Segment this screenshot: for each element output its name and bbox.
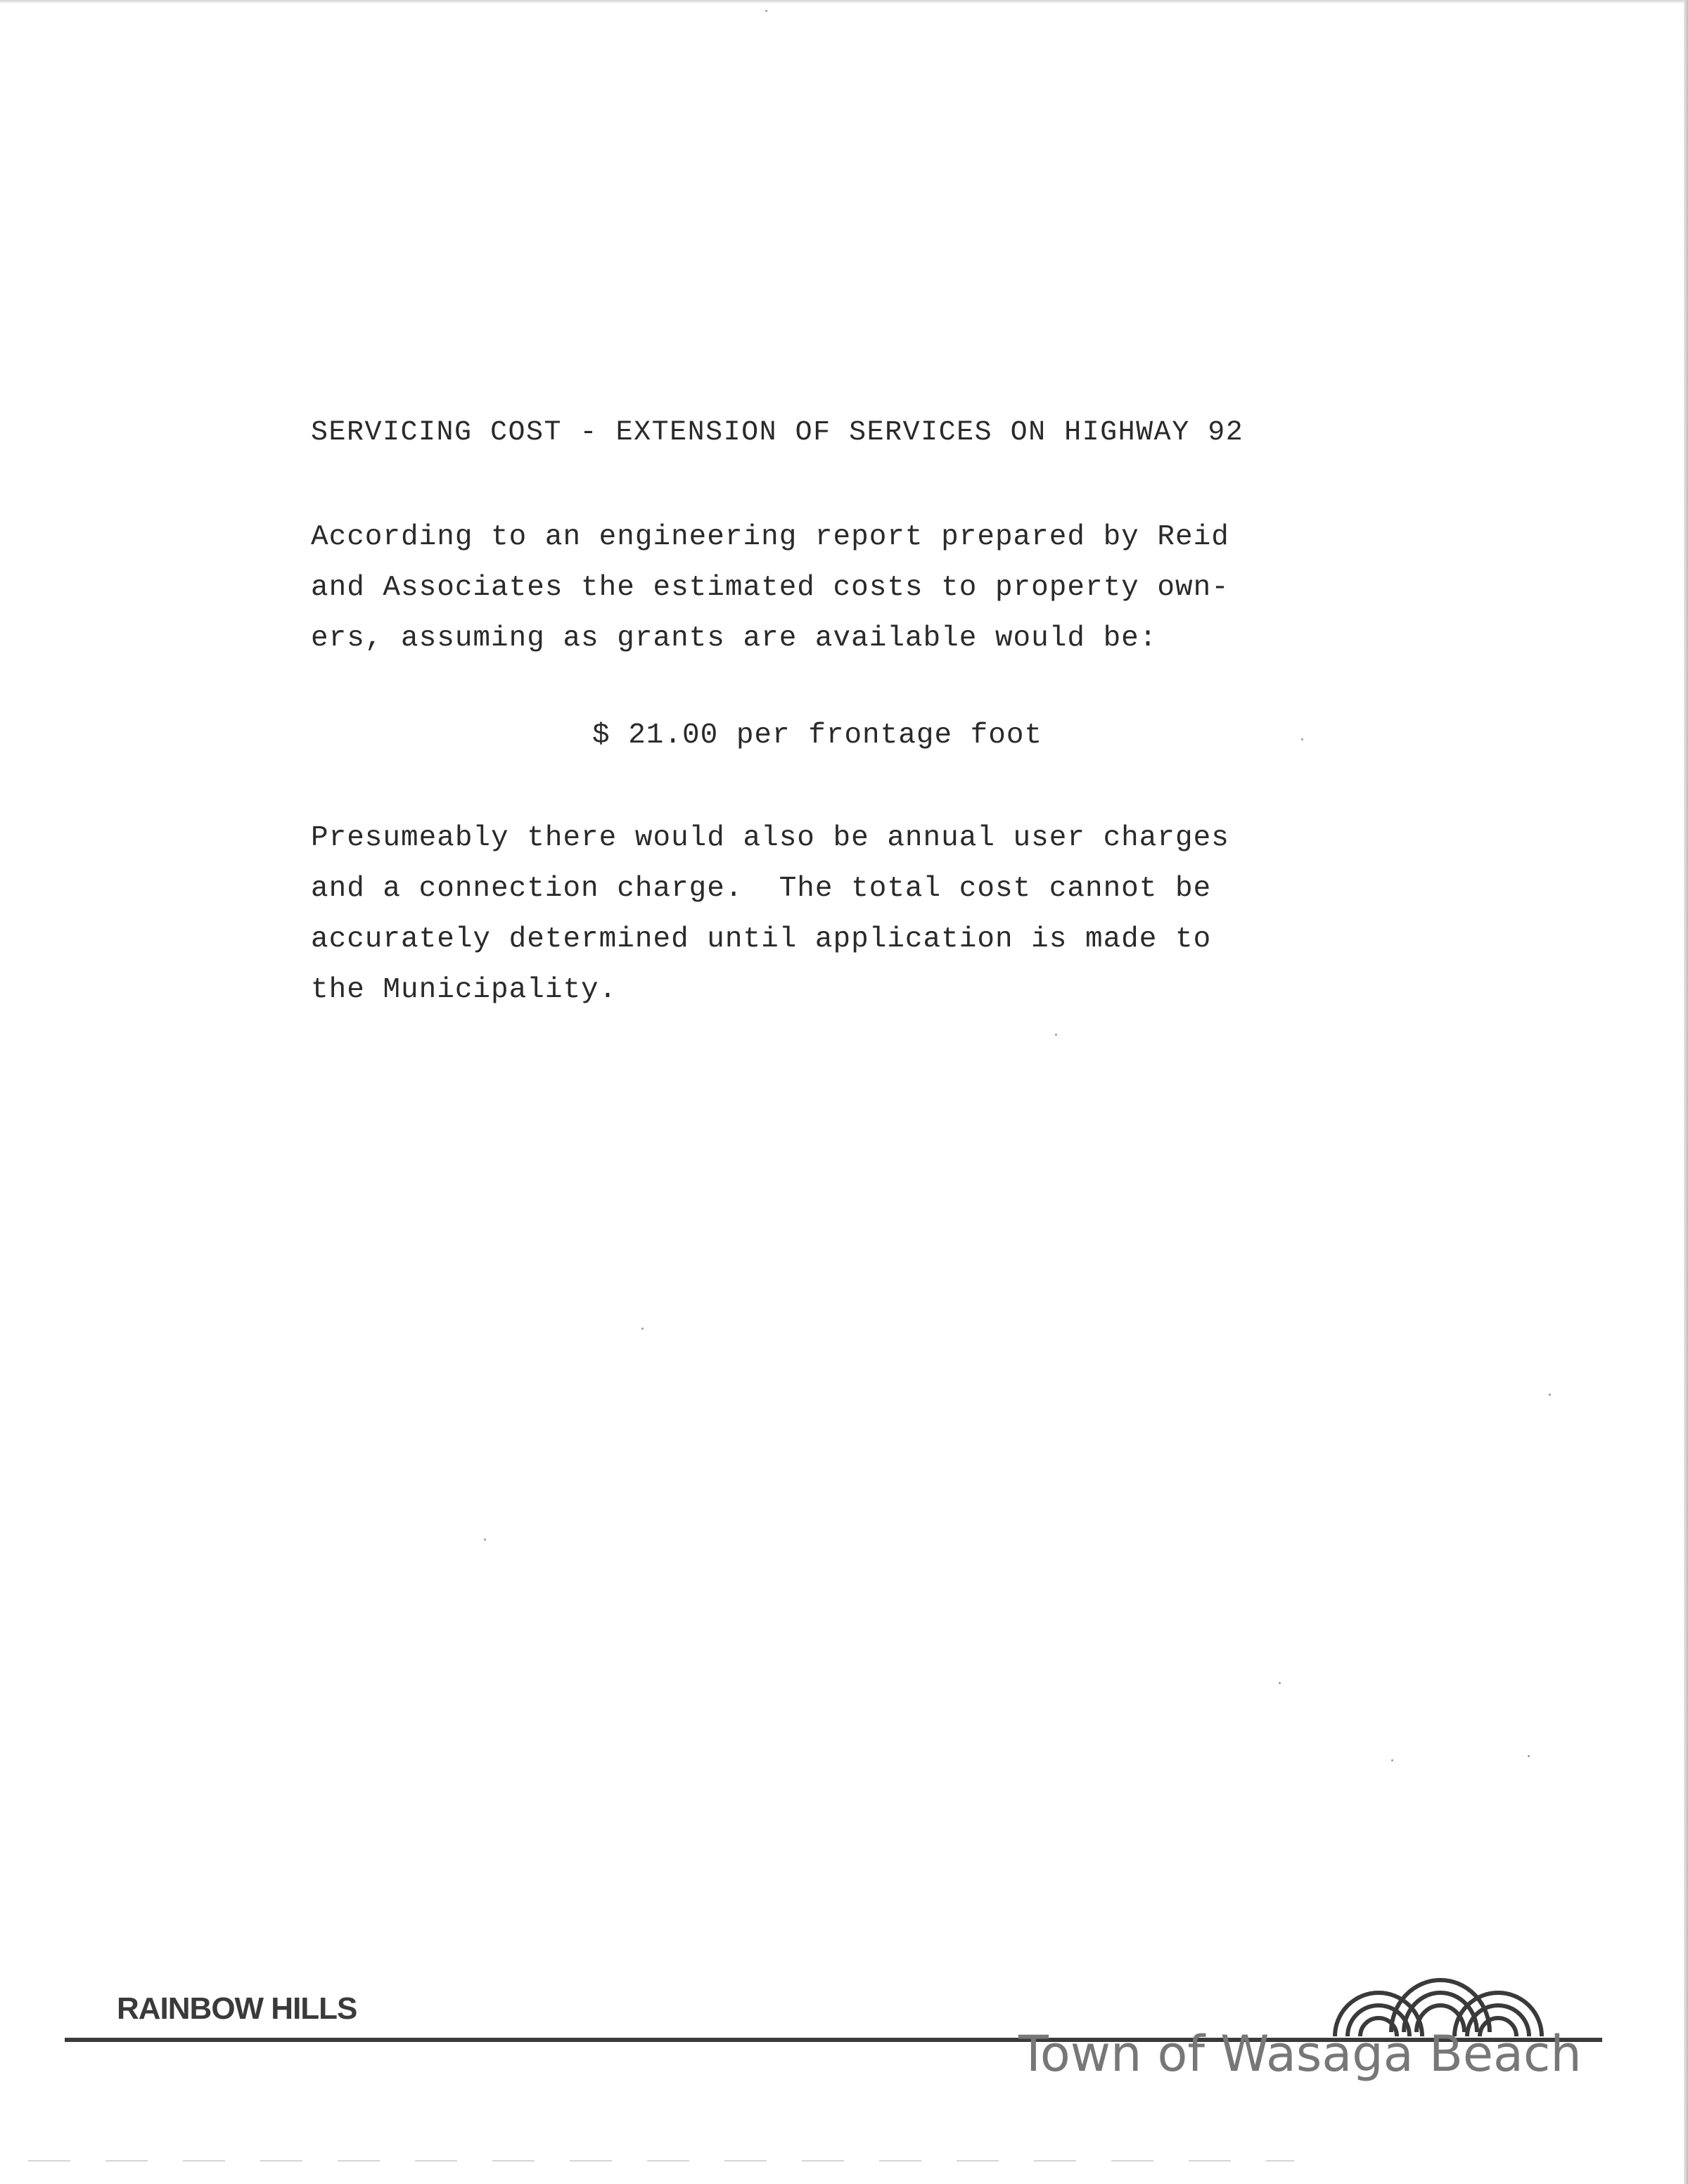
- scan-speck: [641, 1328, 644, 1330]
- scan-speck: [1549, 1394, 1551, 1396]
- scan-speck: [1279, 1682, 1281, 1684]
- scan-speck: [765, 10, 767, 12]
- scan-speck: [1528, 1755, 1530, 1757]
- page-right-edge: [1684, 0, 1688, 2184]
- scan-speck: [1301, 738, 1303, 740]
- scan-speck: [484, 1539, 486, 1541]
- page-top-edge: [0, 0, 1688, 4]
- scan-artifact-line: [28, 2160, 1294, 2161]
- cost-per-frontage-foot: $ 21.00 per frontage foot: [592, 719, 1043, 752]
- scan-speck: [1391, 1759, 1393, 1761]
- paragraph-user-charges: Presumeably there would also be annual user charges and a connection charge. The total cost cannot be accurately determined until application is made to the Municipality.: [311, 822, 1229, 1006]
- footer-town-name: Town of Wasaga Beach: [1018, 2025, 1582, 2083]
- document-heading: SERVICING COST - EXTENSION OF SERVICES ON HIGHWAY 92: [311, 417, 1244, 449]
- footer-brand: RAINBOW HILLS: [117, 1991, 357, 2026]
- paragraph-engineering-report: According to an engineering report prepared by Reid and Associates the estimated costs to property own- ers, assuming as grants are available would be:: [311, 521, 1229, 655]
- scan-speck: [1055, 1034, 1057, 1036]
